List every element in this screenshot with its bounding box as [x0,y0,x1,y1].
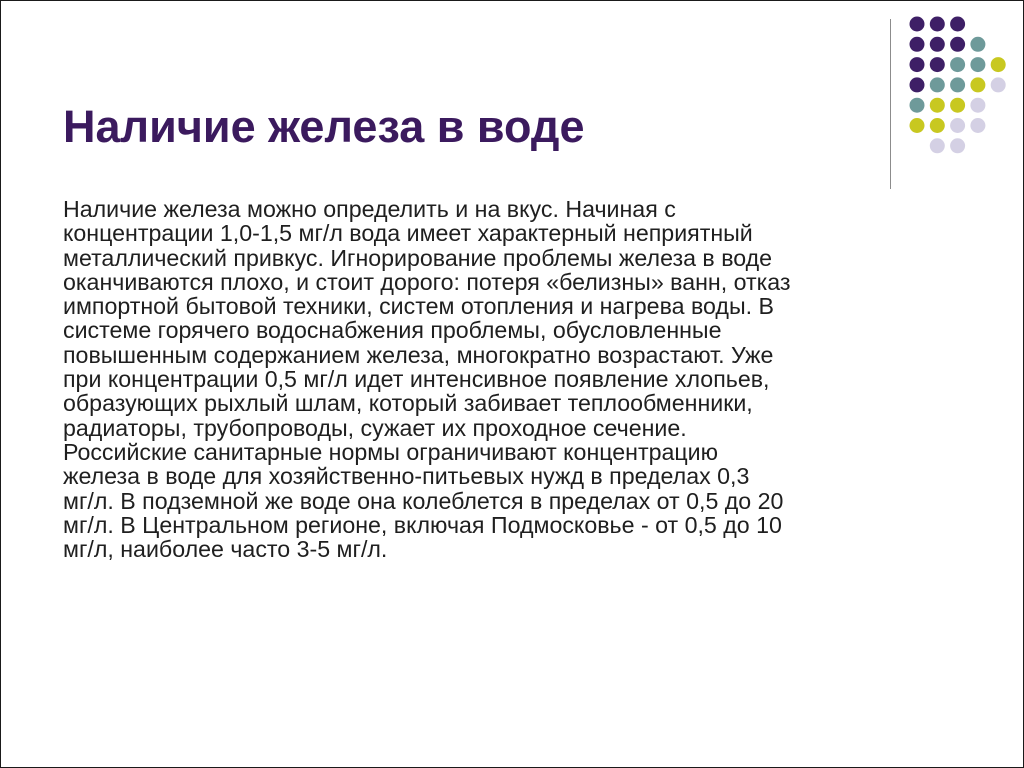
title-divider-line [890,19,891,189]
decorative-dot [970,118,985,133]
body-line: импортной бытовой техники, систем отопления и нагрева воды. В [63,293,774,320]
decorative-dot [930,98,945,113]
decorative-dot [950,98,965,113]
decorative-dot [910,57,925,72]
decorative-dot [930,77,945,92]
decorative-dot [910,37,925,52]
decorative-dot [950,77,965,92]
body-line: повышенным содержанием железа, многократно возрастают. Уже [63,341,774,368]
body-line: мг/л, наиболее часто 3-5 мг/л. [63,536,388,563]
decorative-dot [950,118,965,133]
decorative-dot [991,57,1006,72]
body-line: системе горячего водоснабжения проблемы, обусловленные [63,317,722,344]
body-line: радиаторы, трубопроводы, сужает их проходное сечение. [63,414,687,441]
decorative-dot [991,77,1006,92]
body-line: металлический привкус. Игнорирование проблемы железа в воде [63,244,773,271]
body-line: Российские санитарные нормы ограничивают концентрацию [63,438,719,465]
decorative-dot [930,57,945,72]
decorative-dot [970,98,985,113]
decorative-dot [930,37,945,52]
decorative-dot [970,77,985,92]
decorative-dot [930,118,945,133]
slide-title: Наличие железа в воде [63,101,585,152]
body-line: образующих рыхлый шлам, который забивает теплообменники, [63,390,753,417]
body-line: железа в воде для хозяйственно-питьевых нужд в пределах 0,3 [63,463,750,490]
decorative-dot [950,37,965,52]
decorative-dot [970,37,985,52]
decorative-dot [950,138,965,153]
body-line: концентрации 1,0-1,5 мг/л вода имеет характерный неприятный [63,220,753,247]
decorative-dot [910,118,925,133]
decorative-dot [950,17,965,32]
decorative-dot [970,57,985,72]
body-line: мг/л. В подземной же воде она колеблется в пределах от 0,5 до 20 [63,487,784,514]
decorative-dot [930,138,945,153]
body-line: Наличие железа можно определить и на вкус. Начиная с [63,196,676,222]
decorative-dot [910,17,925,32]
slide-body-text [63,197,1001,561]
decorative-dot [950,57,965,72]
decorative-dot [910,77,925,92]
decorative-dot [910,98,925,113]
body-line: при концентрации 0,5 мг/л идет интенсивное появление хлопьев, [63,366,770,393]
body-line: оканчиваются плохо, и стоит дорого: потеря «белизны» ванн, отказ [63,268,791,295]
body-line: мг/л. В Центральном регионе, включая Подмосковье - от 0,5 до 10 [63,511,782,538]
decorative-dot [930,17,945,32]
